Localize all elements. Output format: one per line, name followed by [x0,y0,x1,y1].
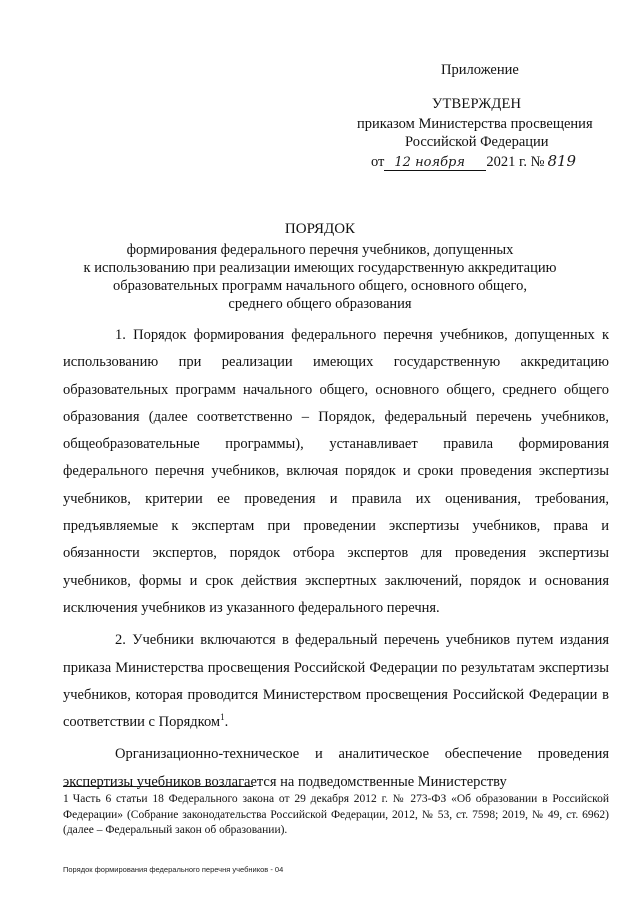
title-line-2: к использованию при реализации имеющих государственную аккредитацию [83,260,557,276]
footnote-divider [63,786,253,787]
footnote-text: Часть 6 статьи 18 Федерального закона от 29 декабря 2012 г. № 273-ФЗ «Об образовании в Российской Федерации» (Собрание законодательства Российской Федерации, 2012, № 53, ст. 7598; 2019, № 49, ст. 6962) (далее – Федеральный закон об образовании). [63,793,609,836]
order-date-line [371,152,576,171]
title-line-4: среднего общего образования [228,296,412,312]
page-footer: Порядок формирования федерального перечня учебников - 04 [63,865,284,874]
title-line-1: формирования федерального перечня учебников, допущенных [126,242,514,258]
date-prefix: от [371,154,385,170]
footnote [63,792,609,839]
footnote-ref: 1 [220,712,225,723]
appendix-label: Приложение [441,62,519,78]
approved-heading: УТВЕРЖДЕН [432,96,522,112]
paragraph-2-text: 2. Учебники включаются в федеральный перечень учебников путем издания приказа Министерства просвещения Российской Федерации по результатам экспертизы учебников, которая проводится Министерством просвещения Российской Федерации в соответствии с Порядком [63,632,609,731]
footnote-mark: 1 [63,793,69,805]
handwritten-date: 12 ноября [384,156,486,171]
order-line-1: приказом Министерства просвещения [357,116,593,132]
paragraph-1: 1. Порядок формирования федерального перечня учебников, допущенных к использованию при реализации имеющих государственную аккредитацию образовательных программ начального общего, основного общего, среднего общего образования (далее соответственно – Порядок, федеральный перечень учебников, общеобразовательные программы), устанавливает правила формирования федерального перечня учебников, включая порядок и сроки проведения экспертизы учебников, критерии ее проведения и правила их оценивания, требования, предъявляемые к экспертам при проведении экспертизы учебников, права и обязанности экспертов, порядок отбора экспертов для проведения экспертизы учебников, формы и срок действия экспертных заключений, порядок и основания исключения учебников из указанного федерального перечня. [63,327,609,616]
title-line-3: образовательных программ начального общего, основного общего, [113,278,527,294]
paragraph-2: 2. Учебники включаются в федеральный перечень учебников путем издания приказа Министерства просвещения Российской Федерации по результатам экспертизы учебников, которая проводится Министерством просвещения Российской Федерации в соответствии с Порядком$^1$. [63,632,609,731]
paragraph-3: Организационно-техническое и аналитическое обеспечение проведения экспертизы учебников возлагается на подведомственные Министерству [63,746,609,790]
date-suffix: 2021 г. № [486,154,545,170]
order-line-2: Российской Федерации [405,134,549,150]
handwritten-order-number: 819 [547,152,577,170]
title-main: ПОРЯДОК [284,221,356,237]
document-title [0,220,640,313]
document-body [63,322,609,801]
